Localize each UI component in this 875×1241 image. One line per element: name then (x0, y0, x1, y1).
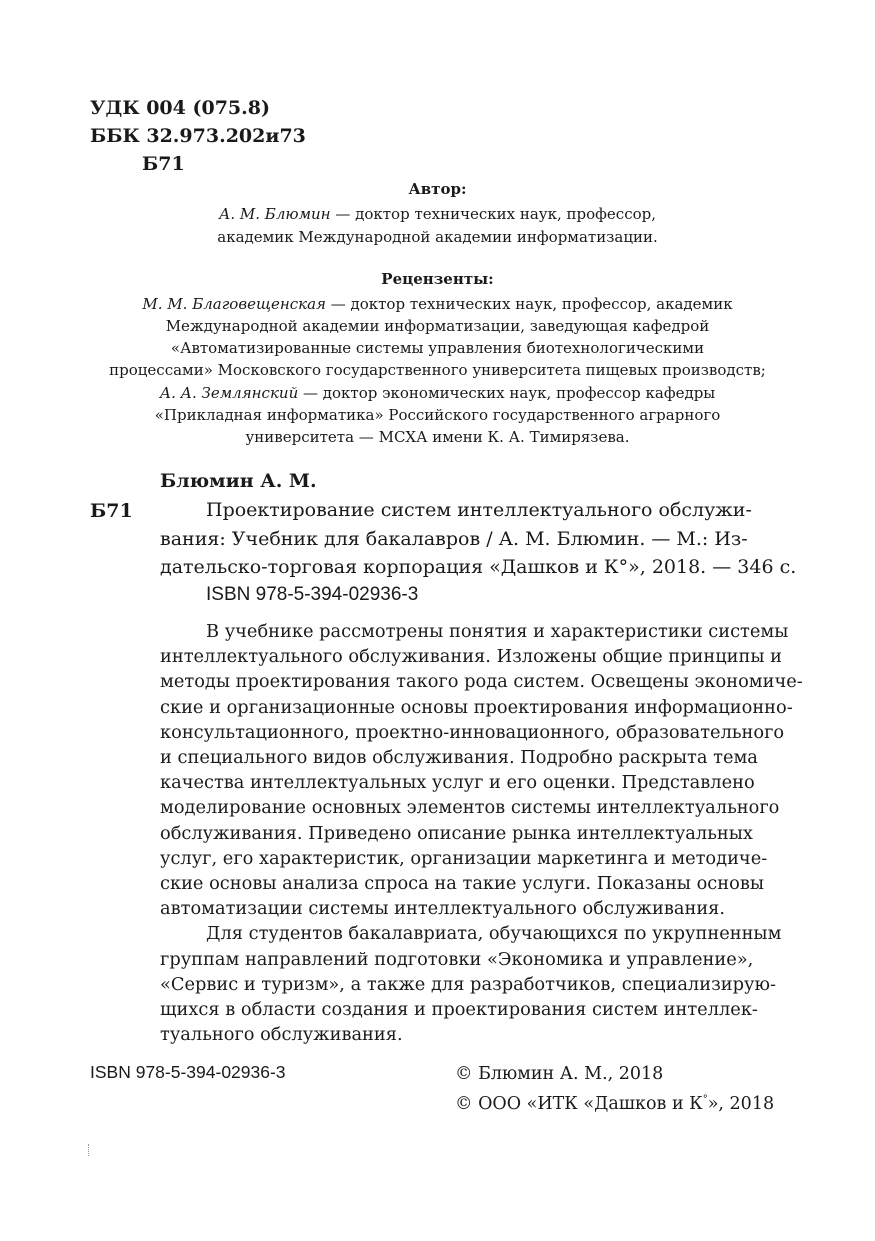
abstract-line: щихся в области создания и проектирования систем интеллек- (160, 999, 758, 1021)
reviewer-line (0, 359, 875, 381)
copyright-author: © Блюмин А. М., 2018 (455, 1064, 664, 1084)
reviewer-name: М. М. Благовещенская (142, 295, 326, 313)
entry-isbn: ISBN 978-5-394-02936-3 (206, 584, 419, 605)
entry-line: Проектирование систем интеллектуального обслужи- (206, 499, 752, 521)
abstract-line: методы проектирования такого рода систем. Освещены экономиче- (160, 671, 803, 693)
abstract-line: В учебнике рассмотрены понятия и характеристики системы (206, 621, 789, 642)
author-line-name: А. М. Блюмин (219, 205, 331, 223)
reviewer-line (0, 315, 875, 337)
author-line-text: — доктор технических наук, профессор, (330, 205, 656, 223)
classification-codes (90, 94, 306, 178)
copyright-publisher-pre: © ООО «ИТК «Дашков и К (455, 1093, 703, 1114)
reviewer-line (0, 382, 875, 404)
author-line (0, 203, 875, 225)
abstract-line: и специального видов обслуживания. Подробно раскрыта тема (160, 747, 758, 769)
reviewers-heading: Рецензенты: (381, 270, 494, 288)
reviewer-line-text: «Автоматизированные системы управления биотехнологическими (170, 339, 705, 357)
copyright-publisher-post: », 2018 (707, 1093, 775, 1114)
abstract-line: интеллектуального обслуживания. Изложены общие принципы и (160, 646, 783, 668)
abstract-line: ские основы анализа спроса на такие услуги. Показаны основы (160, 873, 764, 895)
abstract-line: качества интеллектуальных услуг и его оценки. Представлено (160, 772, 755, 794)
reviewer-name: А. А. Землянский (159, 384, 299, 402)
abstract-line: консультационного, проектно-инновационного, образовательного (160, 721, 785, 743)
print-mark (88, 1144, 91, 1156)
reviewer-line-text: — доктор экономических наук, профессор кафедры (298, 384, 716, 402)
abstract-line: туального обслуживания. (160, 1024, 403, 1046)
author-sign: Б71 (142, 153, 185, 175)
abstract-line: ские и организационные основы проектирования информационно- (160, 696, 793, 718)
reviewer-line (0, 293, 875, 315)
abstract-line: услуг, его характеристик, организации маркетинга и методиче- (160, 847, 768, 869)
author-heading: Автор: (408, 180, 467, 198)
reviewer-line-text: — доктор технических наук, профессор, академик (325, 295, 733, 313)
reviewer-line (0, 337, 875, 359)
abstract-line: Для студентов бакалавриата, обучающихся по укрупненным (206, 923, 782, 945)
entry-line: вания: Учебник для бакалавров / А. М. Блюмин. — М.: Из- (160, 527, 748, 550)
reviewer-line (0, 404, 875, 426)
bbk-code: ББК 32.973.202и73 (90, 125, 306, 147)
reviewer-line-text: Международной академии информатизации, заведующая кафедрой (165, 317, 710, 335)
abstract-line: автоматизации системы интеллектуального обслуживания. (160, 898, 726, 920)
copyright-publisher (455, 1087, 774, 1117)
entry-line: дательско-торговая корпорация «Дашков и К°», 2018. — 346 с. (160, 556, 797, 578)
reviewer-line (0, 426, 875, 448)
reviewer-line-text: университета — МСХА имени К. А. Тимирязева. (245, 428, 630, 446)
abstract (160, 619, 803, 1047)
reviewer-line-text: «Прикладная информатика» Российского государственного аграрного (154, 406, 721, 424)
abstract-line: «Сервис и туризм», а также для разработчиков, специализирую- (160, 973, 776, 995)
abstract-line: обслуживания. Приведено описание рынка интеллектуальных (160, 822, 753, 844)
udk-code: УДК 004 (075.8) (90, 97, 270, 119)
entry-sign: Б71 (90, 500, 133, 522)
reviewer-line-text: процессами» Московского государственного университета пищевых производств; (109, 361, 766, 379)
author-line (0, 226, 875, 248)
author-line-text: академик Международной академии информатизации. (217, 228, 658, 246)
abstract-line: группам направлений подготовки «Экономика и управление», (160, 948, 754, 970)
footer-isbn: ISBN 978-5-394-02936-3 (90, 1062, 286, 1082)
abstract-line: моделирование основных элементов системы интеллектуального (160, 797, 780, 819)
copyright-publisher-sup: ° (702, 1094, 708, 1105)
entry-author: Блюмин А. М. (160, 470, 317, 492)
copyright-block (455, 1062, 774, 1117)
entry-description (160, 496, 796, 582)
